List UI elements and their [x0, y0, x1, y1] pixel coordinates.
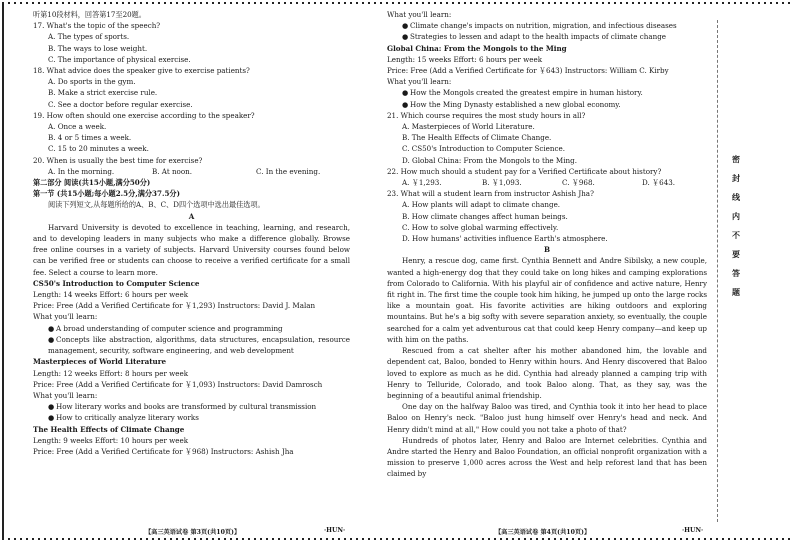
- q17-option-c: C. The importance of physical exercise.: [48, 54, 191, 64]
- passage-b-paragraph-1: Henry, a rescue dog, came first. Cynthia Bennett and Andre Sibilsky, a new couple, wanted a high-energy dog that they could take on long hikes and camping explorations from Colorado to California. With his playful air of confidence and active nature, Henry fit right in. The first time the couple took him hiking, he jumped up onto the large rocks like a mountain goat. His favorite activities are hiking outdoors and exploring mountains. But he's a big softy with severe separation anxiety, so eventually, the couple searched for a calm yet adventurous cat that could keep Henry company—and keep up with him on the paths.: [387, 256, 707, 344]
- question-17: 17. What's the topic of the speech?: [33, 21, 161, 31]
- q19-option-b: B. 4 or 5 times a week.: [48, 133, 132, 143]
- course-2-price: Price: Free (Add a Verified Certificate for ￥1,093) Instructors: David Damrosch: [33, 379, 323, 389]
- course-4-bullet-1-text: How the Mongols created the greatest empire in human history.: [410, 88, 643, 98]
- course-4-bullet-2-text: How the Ming Dynasty established a new global economy.: [410, 99, 621, 109]
- course-1-bullet-2-text: Concepts like abstraction, algorithms, data structures, encapsulation, resource management, security, software engineering, and web development: [48, 334, 350, 356]
- course-2-title: Masterpieces of World Literature: [33, 357, 167, 367]
- bullet-icon: ●: [48, 413, 55, 423]
- bullet-icon: ●: [402, 32, 409, 42]
- q22-option-a: A. ￥1,293.: [402, 178, 442, 188]
- notice-char: 密: [732, 154, 740, 164]
- notice-char: 答: [732, 268, 740, 278]
- course-1-title: CS50's Introduction to Computer Science: [33, 278, 200, 288]
- q19-option-a: A. Once a week.: [48, 122, 107, 132]
- bullet-icon: ●: [402, 88, 409, 98]
- reading-instructions: 阅读下列短文,从每题所给的A、B、C、D四个选项中选出最佳选项。: [48, 200, 265, 210]
- course-2-bullet-1-text: How literary works and books are transformed by cultural transmission: [56, 402, 317, 412]
- course-4-learn-label: What you'll learn:: [387, 77, 452, 87]
- notice-char: 线: [732, 192, 740, 202]
- binding-margin-notice: [730, 150, 742, 302]
- passage-b-paragraph-4: Hundreds of photos later, Henry and Baloo are Internet celebrities. Cynthia and Andre started the Henry and Baloo Foundation, an official nonprofit organization with a mission to preserve 1,000 acres across the West and help reforest land that has been claimed by: [387, 435, 707, 479]
- left-column: [33, 9, 350, 457]
- notice-char: 封: [732, 173, 740, 183]
- question-22: 22. How much should a student pay for a Verified Certificate about history?: [387, 166, 662, 176]
- q23-option-b: B. How climate changes affect human beings.: [402, 211, 568, 221]
- right-page-code: ·HUN·: [682, 527, 704, 534]
- q21-option-a: A. Masterpieces of World Literature.: [402, 122, 535, 132]
- notice-char: 不: [732, 230, 740, 240]
- q17-option-b: B. The ways to lose weight.: [48, 43, 148, 53]
- part-two-heading: 第二部分 阅读(共15小题,满分50分): [33, 178, 151, 188]
- question-20: 20. When is usually the best time for exercise?: [33, 155, 203, 165]
- q20-options: [33, 166, 350, 177]
- q22-option-d: D. ￥643.: [642, 178, 676, 188]
- q17-option-a: A. The types of sports.: [48, 32, 130, 42]
- course-2-bullet-2: [33, 412, 350, 423]
- q21-option-c: C. CS50's Introduction to Computer Science.: [402, 144, 565, 154]
- q21-option-b: B. The Health Effects of Climate Change.: [402, 133, 552, 143]
- course-3-bullet-2-text: Strategies to lessen and adapt to the health impacts of climate change: [410, 32, 667, 42]
- q20-option-a: A. In the morning.: [48, 166, 115, 176]
- bullet-icon: ●: [48, 323, 55, 333]
- course-1-price: Price: Free (Add a Verified Certificate for ￥1,293) Instructors: David J. Malan: [33, 301, 316, 311]
- passage-a-label: A: [188, 211, 195, 221]
- q23-option-a: A. How plants will adapt to climate change.: [402, 200, 561, 210]
- course-4-bullet-2: [387, 99, 707, 110]
- bullet-icon: ●: [48, 334, 55, 344]
- passage-b-paragraph-2: Rescued from a cat shelter after his mother abandoned him, the lovable and dependent cat, Baloo, bonded to Henry within hours. And Henry discovered that Baloo loved to explore as much as he did. Cynthia had already planned a camping trip with Henry to Telluride, Colorado, and took Baloo along. That, as they say, was the beginning of a beautiful animal friendship.: [387, 346, 707, 400]
- q18-option-b: B. Make a strict exercise rule.: [48, 88, 158, 98]
- course-1-bullet-1: [33, 323, 350, 334]
- q18-option-c: C. See a doctor before regular exercise.: [48, 99, 193, 109]
- bullet-icon: ●: [48, 402, 55, 412]
- course-3-title: The Health Effects of Climate Change: [33, 424, 185, 434]
- course-1-bullet-2: [33, 334, 350, 356]
- question-19: 19. How often should one exercise according to the speaker?: [33, 110, 255, 120]
- passage-a-intro: Harvard University is devoted to excellence in teaching, learning, and research, and to developing leaders in many subjects who make a difference globally. Browse free online courses in a variety of subjects. Harvard University courses found below can be verified free or students can choose to receive a verified certificate for a small fee. Select a course to learn more.: [33, 222, 350, 277]
- notice-char: 要: [732, 249, 740, 259]
- question-23: 23. What will a student learn from instructor Ashish Jha?: [387, 189, 594, 199]
- q20-option-b: B. At noon.: [152, 166, 193, 176]
- left-border: [2, 2, 4, 540]
- passage-b-paragraph-3: One day on the halfway Baloo was tired, and Cynthia took it into her head to place Baloo on Henry's neck. "Baloo just hung himself over Henry's head and neck. And Henry didn't mind at all," How could you not take a photo of that?: [387, 402, 707, 434]
- course-3-bullet-2: [387, 31, 707, 42]
- question-18: 18. What advice does the speaker give to exercise patients?: [33, 66, 250, 76]
- course-1-learn-label: What you'll learn:: [33, 312, 98, 322]
- left-page-code: ·HUN·: [324, 527, 346, 534]
- top-border: [2, 2, 792, 4]
- course-1-length: Length: 14 weeks Effort: 6 hours per week: [33, 290, 189, 300]
- q22-option-c: C. ￥968.: [562, 178, 595, 188]
- right-column: [387, 9, 707, 480]
- q23-option-c: C. How to solve global warming effectively.: [402, 222, 559, 232]
- binding-divider-line: [717, 20, 719, 522]
- course-1-bullet-1-text: A broad understanding of computer science and programming: [56, 323, 283, 333]
- course-3-length: Length: 9 weeks Effort: 10 hours per week: [33, 435, 189, 445]
- course-3-bullet-1-text: Climate change's impacts on nutrition, migration, and infectious diseases: [410, 21, 677, 31]
- section-one-heading: 第一节 (共15小题;每小题2.5分,满分37.5分): [33, 189, 180, 199]
- q18-option-a: A. Do sports in the gym.: [48, 77, 136, 87]
- course-4-price: Price: Free (Add a Verified Certificate for ￥643) Instructors: William C. Kirby: [387, 66, 669, 76]
- left-page-footer: 【高三英语试卷 第3页(共10页)】: [145, 529, 241, 536]
- course-3-learn-label: What you'll learn:: [387, 10, 452, 19]
- q22-options: [387, 177, 707, 188]
- right-page-footer: 【高三英语试卷 第4页(共10页)】: [495, 529, 591, 536]
- course-4-length: Length: 15 weeks Effort: 6 hours per week: [387, 54, 543, 64]
- question-21: 21. Which course requires the most study hours in all?: [387, 110, 586, 120]
- q20-option-c: C. In the evening.: [256, 166, 321, 176]
- notice-char: 题: [732, 287, 740, 297]
- passage-b-label: B: [543, 245, 551, 255]
- course-4-bullet-1: [387, 87, 707, 98]
- course-4-title: Global China: From the Mongols to the Ming: [387, 43, 567, 53]
- course-2-learn-label: What you'll learn:: [33, 390, 98, 400]
- course-2-bullet-2-text: How to critically analyze literary works: [56, 413, 199, 423]
- course-3-price: Price: Free (Add a Verified Certificate for ￥968) Instructors: Ashish Jha: [33, 446, 294, 456]
- notice-char: 内: [732, 211, 740, 221]
- q23-option-d: D. How humans' activities influence Earth's atmosphere.: [402, 234, 608, 244]
- course-2-bullet-1: [33, 401, 350, 412]
- bullet-icon: ●: [402, 99, 409, 109]
- bullet-icon: ●: [402, 21, 409, 31]
- course-2-length: Length: 12 weeks Effort: 8 hours per week: [33, 368, 189, 378]
- q21-option-d: D. Global China: From the Mongols to the Ming.: [402, 155, 577, 165]
- listening-intro: 听第10段材料，回答第17至20题。: [33, 10, 146, 19]
- course-3-bullet-1: [387, 20, 707, 31]
- q22-option-b: B. ￥1,093.: [482, 178, 522, 188]
- bottom-border: [2, 538, 792, 540]
- q19-option-c: C. 15 to 20 minutes a week.: [48, 144, 149, 154]
